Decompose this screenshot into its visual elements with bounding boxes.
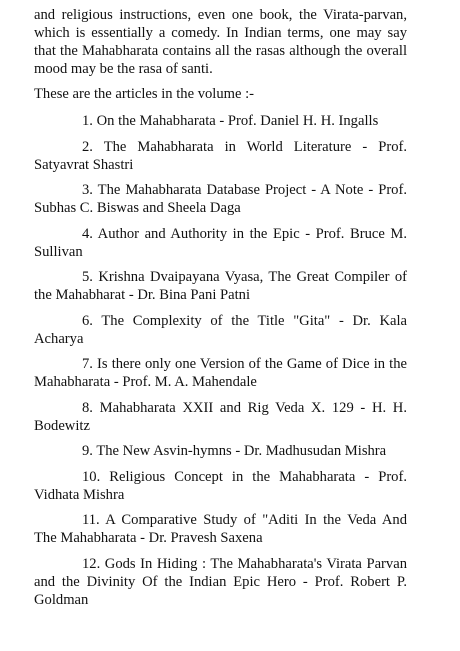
article-item-8: 8. Mahabharata XXII and Rig Veda X. 129 - H. H. Bodewitz [34,399,407,434]
article-item-9: 9. The New Asvin-hymns - Dr. Madhusudan Mishra [82,443,387,459]
article-item-6: 6. The Complexity of the Title "Gita" - Dr. Kala Acharya [34,312,407,347]
article-item-1: 1. On the Mahabharata - Prof. Daniel H. H. Ingalls [82,113,379,129]
intro-paragraph: and religious instructions, even one book, the Virata-parvan, which is essentially a comedy. In Indian terms, one may say that the Mahabharata contains all the rasas although the overall mood may be the rasa of santi. [34,7,407,77]
article-item-3: 3. The Mahabharata Database Project - A Note - Prof. Subhas C. Biswas and Sheela Daga [34,182,407,216]
article-item-11: 11. A Comparative Study of "Aditi In the Veda And The Mahabharata - Dr. Pravesh Saxena [34,512,407,546]
article-item-4: 4. Author and Authority in the Epic - Prof. Bruce M. Sullivan [34,225,407,260]
articles-lead-in: These are the articles in the volume :- [34,86,255,102]
article-item-2: 2. The Mahabharata in World Literature - Prof. Satyavrat Shastri [34,138,407,173]
article-item-10: 10. Religious Concept in the Mahabharata - Prof. Vidhata Mishra [34,468,407,503]
article-item-12: 12. Gods In Hiding : The Mahabharata's Virata Parvan and the Divinity Of the Indian Epic Hero - Prof. Robert P. Goldman [34,555,407,608]
article-item-5: 5. Krishna Dvaipayana Vyasa, The Great Compiler of the Mahabharat - Dr. Bina Pani Patni [34,269,407,303]
articles-list [34,112,407,609]
article-item-7: 7. Is there only one Version of the Game of Dice in the Mahabharata - Prof. M. A. Mahendale [34,356,407,390]
